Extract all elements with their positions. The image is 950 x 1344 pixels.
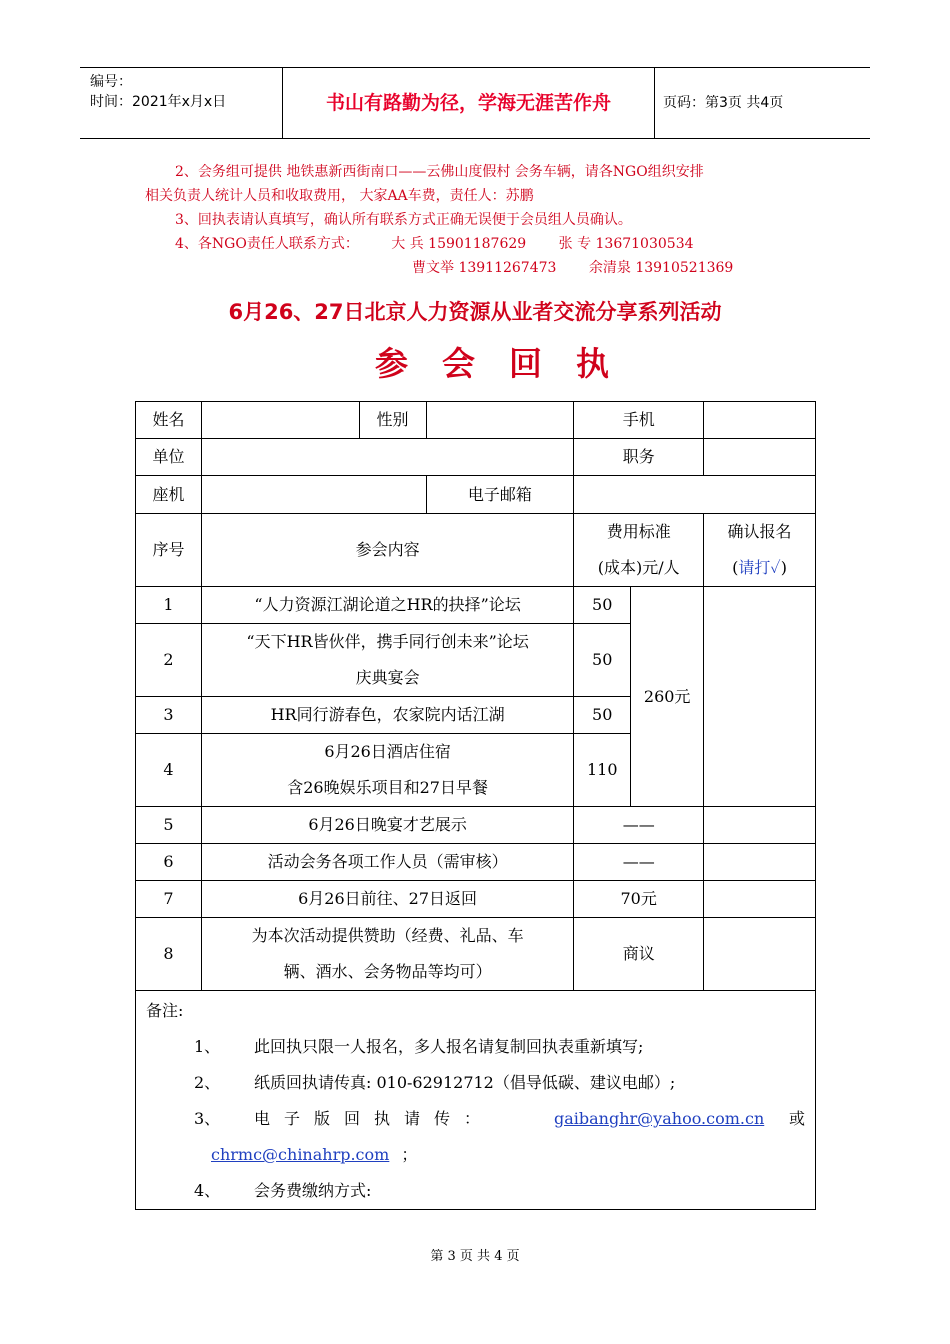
confirm-cell[interactable] xyxy=(704,844,816,881)
doc-time: 时间：2021年x月x日 xyxy=(90,94,227,110)
row-fee: 110 xyxy=(574,734,631,807)
email-link-1[interactable]: gaibanghr@yahoo.com.cn xyxy=(554,1109,765,1128)
email-link-2[interactable]: chrmc@chinahrp.com xyxy=(211,1145,390,1164)
doc-number: 编号： xyxy=(90,74,132,90)
confirm-cell[interactable] xyxy=(704,587,816,807)
remarks-cell xyxy=(136,991,816,1210)
email-field[interactable] xyxy=(574,476,816,514)
row-content: 6月26日前往、27日返回 xyxy=(201,881,573,918)
row-content: 活动会务各项工作人员（需审核） xyxy=(201,844,573,881)
contact: 余清泉 13910521369 xyxy=(588,260,734,276)
position-label: 职务 xyxy=(574,439,704,476)
name-label: 姓名 xyxy=(136,402,202,439)
row-fee: —— xyxy=(574,844,704,881)
col-header-fee: 费用标准 (成本)元/人 xyxy=(574,514,704,587)
remark-number: 4、 xyxy=(194,1181,221,1200)
gender-field[interactable] xyxy=(426,402,574,439)
semicolon: ； xyxy=(401,1145,418,1164)
row-fee: 50 xyxy=(574,587,631,624)
row-content: “人力资源江湖论道之HR的抉择”论坛 xyxy=(201,587,573,624)
gender-label: 性别 xyxy=(359,402,426,439)
row-content: HR同行游春色，农家院内话江湖 xyxy=(201,697,573,734)
row-no: 1 xyxy=(136,587,202,624)
remark-number: 2、 xyxy=(194,1073,221,1092)
row-content: 6月26日酒店住宿 含26晚娱乐项目和27日早餐 xyxy=(201,734,573,807)
row-fee: 70元 xyxy=(574,881,704,918)
or-text: 或 xyxy=(788,1109,805,1128)
row-fee: 50 xyxy=(574,624,631,697)
remark-text: 纸质回执请传真: 010-62912712（倡导低碳、建议电邮）; xyxy=(254,1073,676,1092)
unit-label: 单位 xyxy=(136,439,202,476)
notes-block xyxy=(145,160,835,280)
mobile-field[interactable] xyxy=(704,402,816,439)
remark-text: 电子版回执请传： xyxy=(254,1109,495,1128)
confirm-cell[interactable] xyxy=(704,918,816,991)
registration-form xyxy=(135,401,816,1210)
row-no: 7 xyxy=(136,881,202,918)
row-no: 5 xyxy=(136,807,202,844)
landline-field[interactable] xyxy=(201,476,426,514)
confirm-cell[interactable] xyxy=(704,881,816,918)
landline-label: 座机 xyxy=(136,476,202,514)
remarks-title: 备注: xyxy=(146,1001,184,1020)
row-no: 8 xyxy=(136,918,202,991)
contact: 大 兵 15901187629 xyxy=(391,236,527,252)
position-field[interactable] xyxy=(704,439,816,476)
row-content: 6月26日晚宴才艺展示 xyxy=(201,807,573,844)
col-header-confirm: 确认报名 (请打✓) xyxy=(704,514,816,587)
row-no: 2 xyxy=(136,624,202,697)
note-line: 相关负责人统计人员和收取费用， 大家AA车费，责任人：苏鹏 xyxy=(145,188,534,204)
note-line: 4、各NGO责任人联系方式： xyxy=(175,236,359,252)
header-page-number: 页码：第3页 共4页 xyxy=(663,95,784,111)
contact: 张 专 13671030534 xyxy=(558,236,694,252)
row-no: 4 xyxy=(136,734,202,807)
note-line: 2、会务组可提供 地铁惠新西街南口——云佛山度假村 会务车辆，请各NGO组织安排 xyxy=(175,164,704,180)
row-fee: 商议 xyxy=(574,918,704,991)
mobile-label: 手机 xyxy=(574,402,704,439)
contact: 曹文举 13911267473 xyxy=(412,260,557,276)
col-header-no: 序号 xyxy=(136,514,202,587)
remark-number: 1、 xyxy=(194,1037,221,1056)
unit-field[interactable] xyxy=(201,439,573,476)
page-header xyxy=(80,67,870,139)
row-fee: —— xyxy=(574,807,704,844)
form-title: 参会回执 xyxy=(375,344,643,383)
note-line: 3、回执表请认真填写，确认所有联系方式正确无误便于会员组人员确认。 xyxy=(175,212,632,228)
col-header-content: 参会内容 xyxy=(201,514,573,587)
event-title: 6月26、27日北京人力资源从业者交流分享系列活动 xyxy=(228,300,722,324)
header-meta xyxy=(80,68,282,138)
header-motto: 书山有路勤为径，学海无涯苦作舟 xyxy=(325,92,611,114)
name-field[interactable] xyxy=(201,402,359,439)
email-label: 电子邮箱 xyxy=(426,476,574,514)
remark-text: 此回执只限一人报名，多人报名请复制回执表重新填写; xyxy=(254,1037,644,1056)
row-no: 6 xyxy=(136,844,202,881)
remark-text: 会务费缴纳方式: xyxy=(254,1181,372,1200)
page-footer: 第 3 页 共 4 页 xyxy=(430,1249,520,1264)
remark-number: 3、 xyxy=(194,1109,221,1128)
row-content: 为本次活动提供赞助（经费、礼品、车 辆、酒水、会务物品等均可） xyxy=(201,918,573,991)
confirm-cell[interactable] xyxy=(704,807,816,844)
total-fee: 260元 xyxy=(631,587,704,807)
row-no: 3 xyxy=(136,697,202,734)
row-fee: 50 xyxy=(574,697,631,734)
row-content: “天下HR皆伙伴，携手同行创未来”论坛 庆典宴会 xyxy=(201,624,573,697)
